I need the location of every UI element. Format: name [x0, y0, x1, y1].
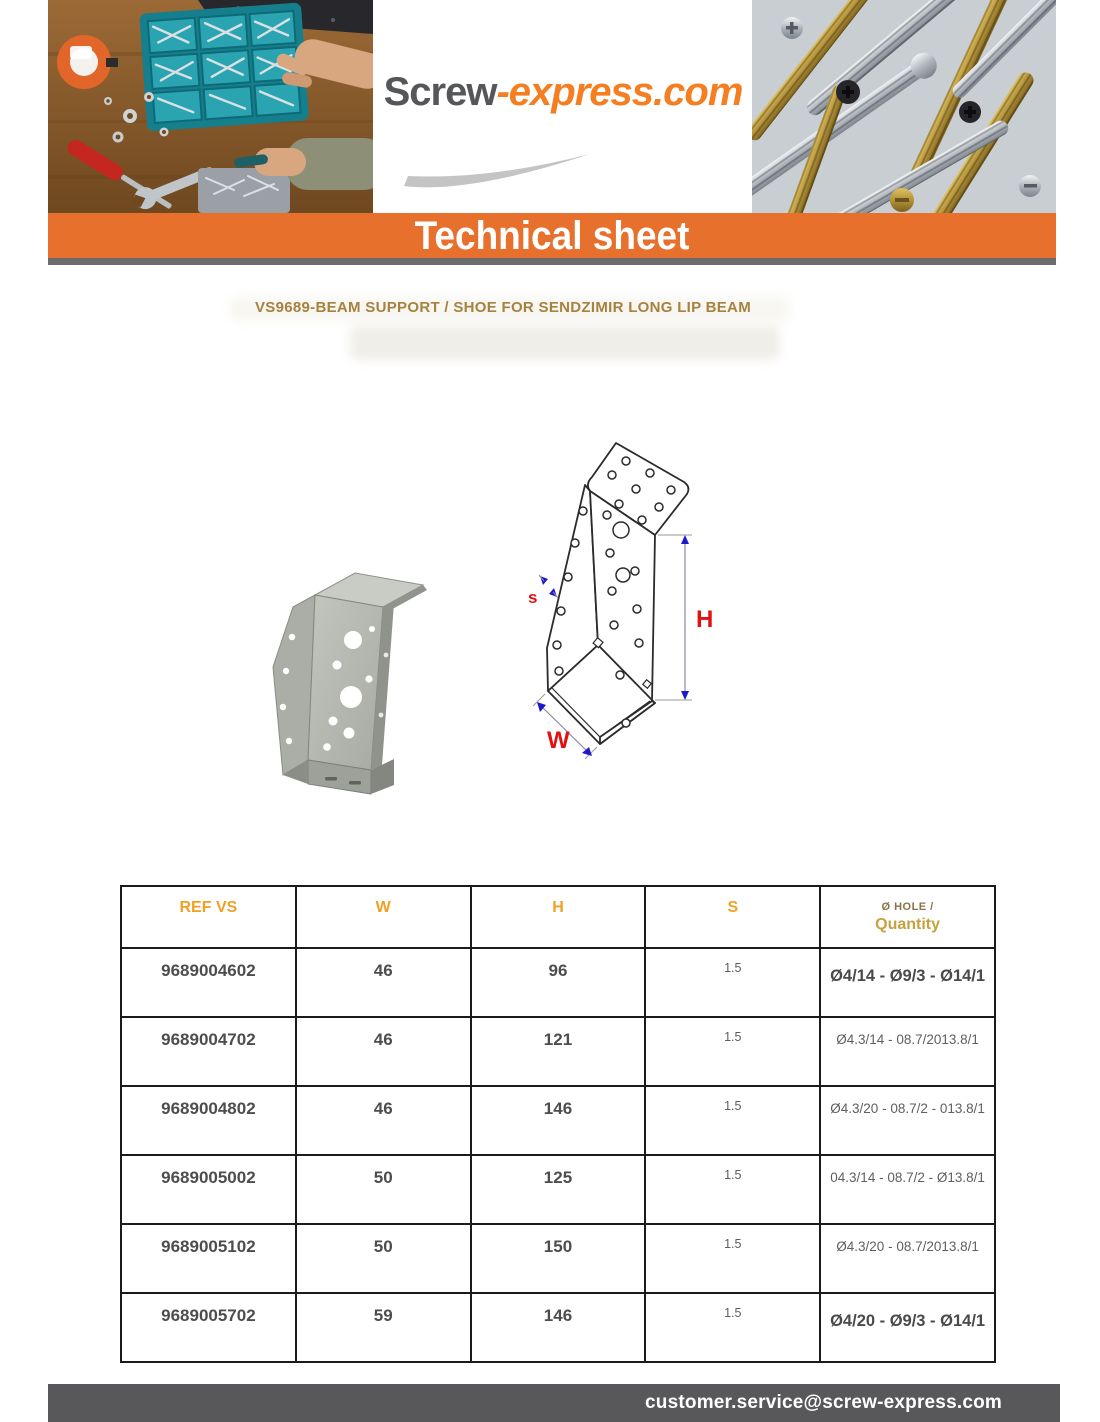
cell-w: 46	[296, 1017, 471, 1086]
cell-s: 1.5	[645, 1224, 820, 1293]
col-header-hole-line1: Ø HOLE /	[881, 901, 934, 913]
cell-w: 46	[296, 948, 471, 1017]
table-row	[121, 1017, 995, 1086]
cell-ref: 9689005702	[121, 1293, 296, 1362]
cell-hole: Ø4/20 - Ø9/3 - Ø14/1	[820, 1293, 995, 1362]
col-header-s: S	[645, 886, 820, 948]
cell-w: 59	[296, 1293, 471, 1362]
banner-title: Technical sheet	[414, 212, 690, 258]
screws-photo	[752, 0, 1056, 213]
logo-part2: -express.com	[496, 70, 743, 114]
cell-ref: 9689004702	[121, 1017, 296, 1086]
cell-ref: 9689004802	[121, 1086, 296, 1155]
cell-h: 125	[471, 1155, 646, 1224]
banner	[48, 213, 1056, 258]
cell-ref: 9689005002	[121, 1155, 296, 1224]
col-header-h: H	[471, 886, 646, 948]
banner-underline	[48, 258, 1056, 265]
watermark-smudge	[350, 326, 780, 360]
footer-bar	[48, 1384, 1060, 1422]
cell-h: 150	[471, 1224, 646, 1293]
workbench-photo	[48, 0, 373, 213]
cell-ref: 9689005102	[121, 1224, 296, 1293]
table-row	[121, 1155, 995, 1224]
dimension-s	[528, 575, 558, 607]
cell-h: 146	[471, 1293, 646, 1362]
dimension-w-label: W	[547, 727, 570, 754]
col-header-w: W	[296, 886, 471, 948]
cell-hole: Ø4/14 - Ø9/3 - Ø14/1	[820, 948, 995, 1017]
spec-table	[120, 885, 996, 1363]
cell-hole: 04.3/14 - 08.7/2 - Ø13.8/1	[820, 1155, 995, 1224]
dimension-s-label: s	[528, 588, 538, 607]
cell-s: 1.5	[645, 1293, 820, 1362]
cell-w: 50	[296, 1224, 471, 1293]
cell-w: 50	[296, 1155, 471, 1224]
product-subtitle: VS9689-BEAM SUPPORT / SHOE FOR SENDZIMIR LONG LIP BEAM	[255, 299, 751, 316]
cell-s: 1.5	[645, 1086, 820, 1155]
table-row	[121, 948, 995, 1017]
dimension-h	[655, 535, 713, 700]
cell-ref: 9689004602	[121, 948, 296, 1017]
cell-h: 96	[471, 948, 646, 1017]
cell-hole: Ø4.3/20 - 08.7/2013.8/1	[820, 1224, 995, 1293]
logo-text	[384, 70, 743, 114]
beam-shoe-photo	[253, 545, 448, 800]
cell-hole: Ø4.3/14 - 08.7/2013.8/1	[820, 1017, 995, 1086]
cell-s: 1.5	[645, 1155, 820, 1224]
cell-h: 146	[471, 1086, 646, 1155]
footer-email[interactable]: customer.service@screw-express.com	[645, 1392, 1002, 1413]
spec-table-body	[121, 948, 995, 1362]
cell-h: 121	[471, 1017, 646, 1086]
table-header-row	[121, 886, 995, 948]
cell-s: 1.5	[645, 948, 820, 1017]
col-header-hole-line2: Quantity	[875, 916, 941, 933]
table-row	[121, 1086, 995, 1155]
beam-shoe-drawing	[495, 423, 715, 778]
col-header-ref: REF VS	[121, 886, 296, 948]
cell-s: 1.5	[645, 1017, 820, 1086]
table-row	[121, 1293, 995, 1362]
dimension-h-label: H	[696, 606, 714, 633]
cell-hole: Ø4.3/20 - 08.7/2 - 013.8/1	[820, 1086, 995, 1155]
cell-w: 46	[296, 1086, 471, 1155]
logo-part1: Screw	[383, 70, 497, 114]
col-header-hole	[820, 886, 995, 948]
logo-swoosh-icon	[398, 146, 598, 194]
table-row	[121, 1224, 995, 1293]
